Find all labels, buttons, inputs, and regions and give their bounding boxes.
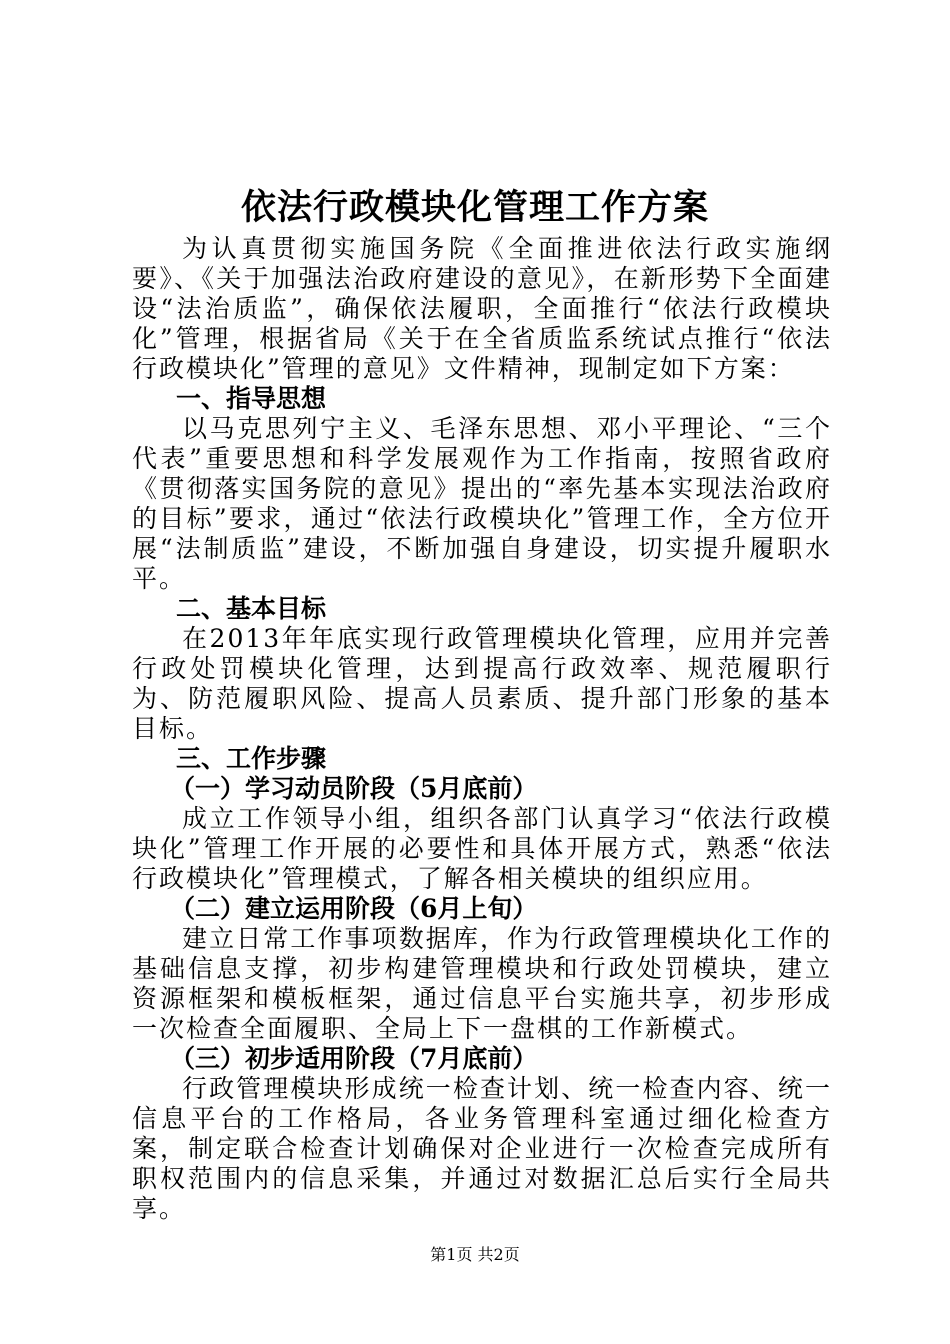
section-heading-basic-goals: 二、基本目标	[176, 594, 327, 623]
document-body	[132, 234, 832, 1224]
step-heading-learning-mobilization: （一）学习动员阶段（5月底前）	[170, 774, 538, 803]
page-number-footer: 第1页 共2页	[430, 1245, 520, 1264]
intro-paragraph: 为认真贯彻实施国务院《全面推进依法行政实施纲要》、《关于加强法治政府建设的意见》，在新形势下全面建设“法治质监”，确保依法履职，全面推行“依法行政模块化”管理，根据省局《关于在全省质监系统试点推行“依法行政模块化”管理的意见》文件精神，现制定如下方案：	[132, 234, 832, 383]
establish-apply-paragraph: 建立日常工作事项数据库，作为行政管理模块化工作的基础信息支撑，初步构建管理模块和行政处罚模块，建立资源框架和模板框架，通过信息平台实施共享，初步形成一次检查全面履职、全局上下一盘棋的工作新模式。	[132, 924, 832, 1043]
step-heading-initial-application: （三）初步适用阶段（7月底前）	[170, 1044, 538, 1073]
initial-application-paragraph: 行政管理模块形成统一检查计划、统一检查内容、统一信息平台的工作格局，各业务管理科室通过细化检查方案，制定联合检查计划确保对企业进行一次检查完成所有职权范围内的信息采集，并通过对数据汇总后实行全局共享。	[132, 1074, 832, 1223]
guiding-ideology-paragraph: 以马克思列宁主义、毛泽东思想、邓小平理论、“三个代表”重要思想和科学发展观作为工作指南，按照省政府《贯彻落实国务院的意见》提出的“率先基本实现法治政府的目标”要求，通过“依法行政模块化”管理工作，全方位开展“法制质监”建设，不断加强自身建设，切实提升履职水平。	[132, 414, 832, 593]
basic-goals-paragraph: 在2013年年底实现行政管理模块化管理，应用并完善行政处罚模块化管理，达到提高行政效率、规范履职行为、防范履职风险、提高人员素质、提升部门形象的基本目标。	[132, 624, 832, 743]
document-title: 依法行政模块化管理工作方案	[240, 187, 709, 228]
section-heading-work-steps: 三、工作步骤	[176, 744, 327, 773]
learning-mobilization-paragraph: 成立工作领导小组，组织各部门认真学习“依法行政模块化”管理工作开展的必要性和具体开展方式，熟悉“依法行政模块化”管理模式，了解各相关模块的组织应用。	[132, 804, 832, 893]
step-heading-establish-apply: （二）建立运用阶段（6月上旬）	[170, 894, 538, 923]
section-heading-guiding-ideology: 一、指导思想	[176, 384, 327, 413]
